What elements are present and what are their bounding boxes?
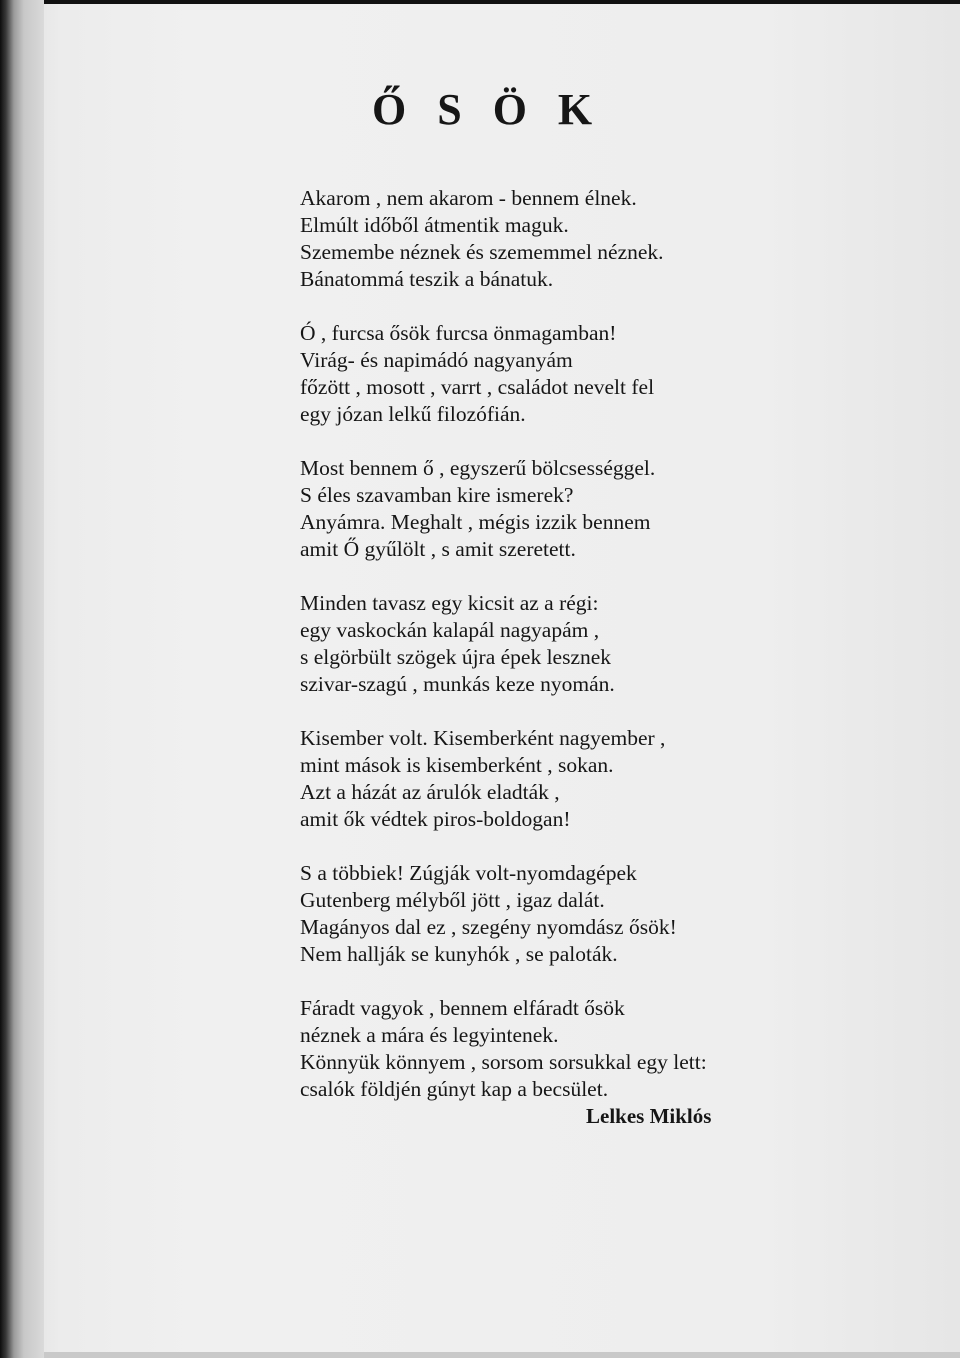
stanza xyxy=(300,185,760,293)
poem-line: egy vaskockán kalapál nagyapám , xyxy=(300,618,600,642)
scan-top-edge xyxy=(0,0,960,4)
poem-author: Lelkes Miklós xyxy=(586,1104,712,1128)
stanza xyxy=(300,455,760,563)
poem-line: amit Ő gyűlölt , s amit szeretett. xyxy=(300,537,576,561)
poem-line: Bánatommá teszik a bánatuk. xyxy=(300,267,554,291)
stanza xyxy=(300,725,760,833)
poem-line: egy józan lelkű filozófián. xyxy=(300,402,526,426)
stanza xyxy=(300,320,760,428)
stanza xyxy=(300,860,760,968)
poem-title: Ő S Ö K xyxy=(372,85,603,134)
poem-line: Elmúlt időből átmentik maguk. xyxy=(300,213,569,237)
poem-line: Virág- és napimádó nagyanyám xyxy=(300,348,573,372)
poem-line: szivar-szagú , munkás keze nyomán. xyxy=(300,672,615,696)
poem-line: Azt a házát az árulók eladták , xyxy=(300,780,560,804)
poem-line: néznek a mára és legyintenek. xyxy=(300,1023,559,1047)
poem-line: mint mások is kisemberként , sokan. xyxy=(300,753,614,777)
poem-line: Minden tavasz egy kicsit az a régi: xyxy=(300,591,599,615)
poem-line: Könnyük könnyem , sorsom sorsukkal egy lett: xyxy=(300,1050,707,1074)
poem-line: Ó , furcsa ősök furcsa önmagamban! xyxy=(300,321,617,345)
poem-line: Szemembe néznek és szememmel néznek. xyxy=(300,240,664,264)
poem-line: S éles szavamban kire ismerek? xyxy=(300,483,574,507)
stanza xyxy=(300,590,760,698)
poem-line: Akarom , nem akarom - bennem élnek. xyxy=(300,186,637,210)
poem-body xyxy=(300,185,760,1130)
poem-line: amit ők védtek piros-boldogan! xyxy=(300,807,571,831)
poem-line: S a többiek! Zúgják volt-nyomdagépek xyxy=(300,861,637,885)
poem-line: főzött , mosott , varrt , családot nevelt fel xyxy=(300,375,655,399)
scan-left-edge xyxy=(0,0,44,1358)
poem-line: Kisember volt. Kisemberként nagyember , xyxy=(300,726,666,750)
poem-line: csalók földjén gúnyt kap a becsület. xyxy=(300,1077,609,1101)
poem-line: Anyámra. Meghalt , mégis izzik bennem xyxy=(300,510,651,534)
scan-bottom-edge xyxy=(44,1352,960,1358)
stanza xyxy=(300,995,760,1103)
poem-line: Most bennem ő , egyszerű bölcsességgel. xyxy=(300,456,656,480)
poem-line: s elgörbült szögek újra épek lesznek xyxy=(300,645,612,669)
poem-line: Gutenberg mélyből jött , igaz dalát. xyxy=(300,888,605,912)
poem-line: Nem hallják se kunyhók , se paloták. xyxy=(300,942,618,966)
poem-line: Fáradt vagyok , bennem elfáradt ősök xyxy=(300,996,625,1020)
poem-line: Magányos dal ez , szegény nyomdász ősök! xyxy=(300,915,677,939)
